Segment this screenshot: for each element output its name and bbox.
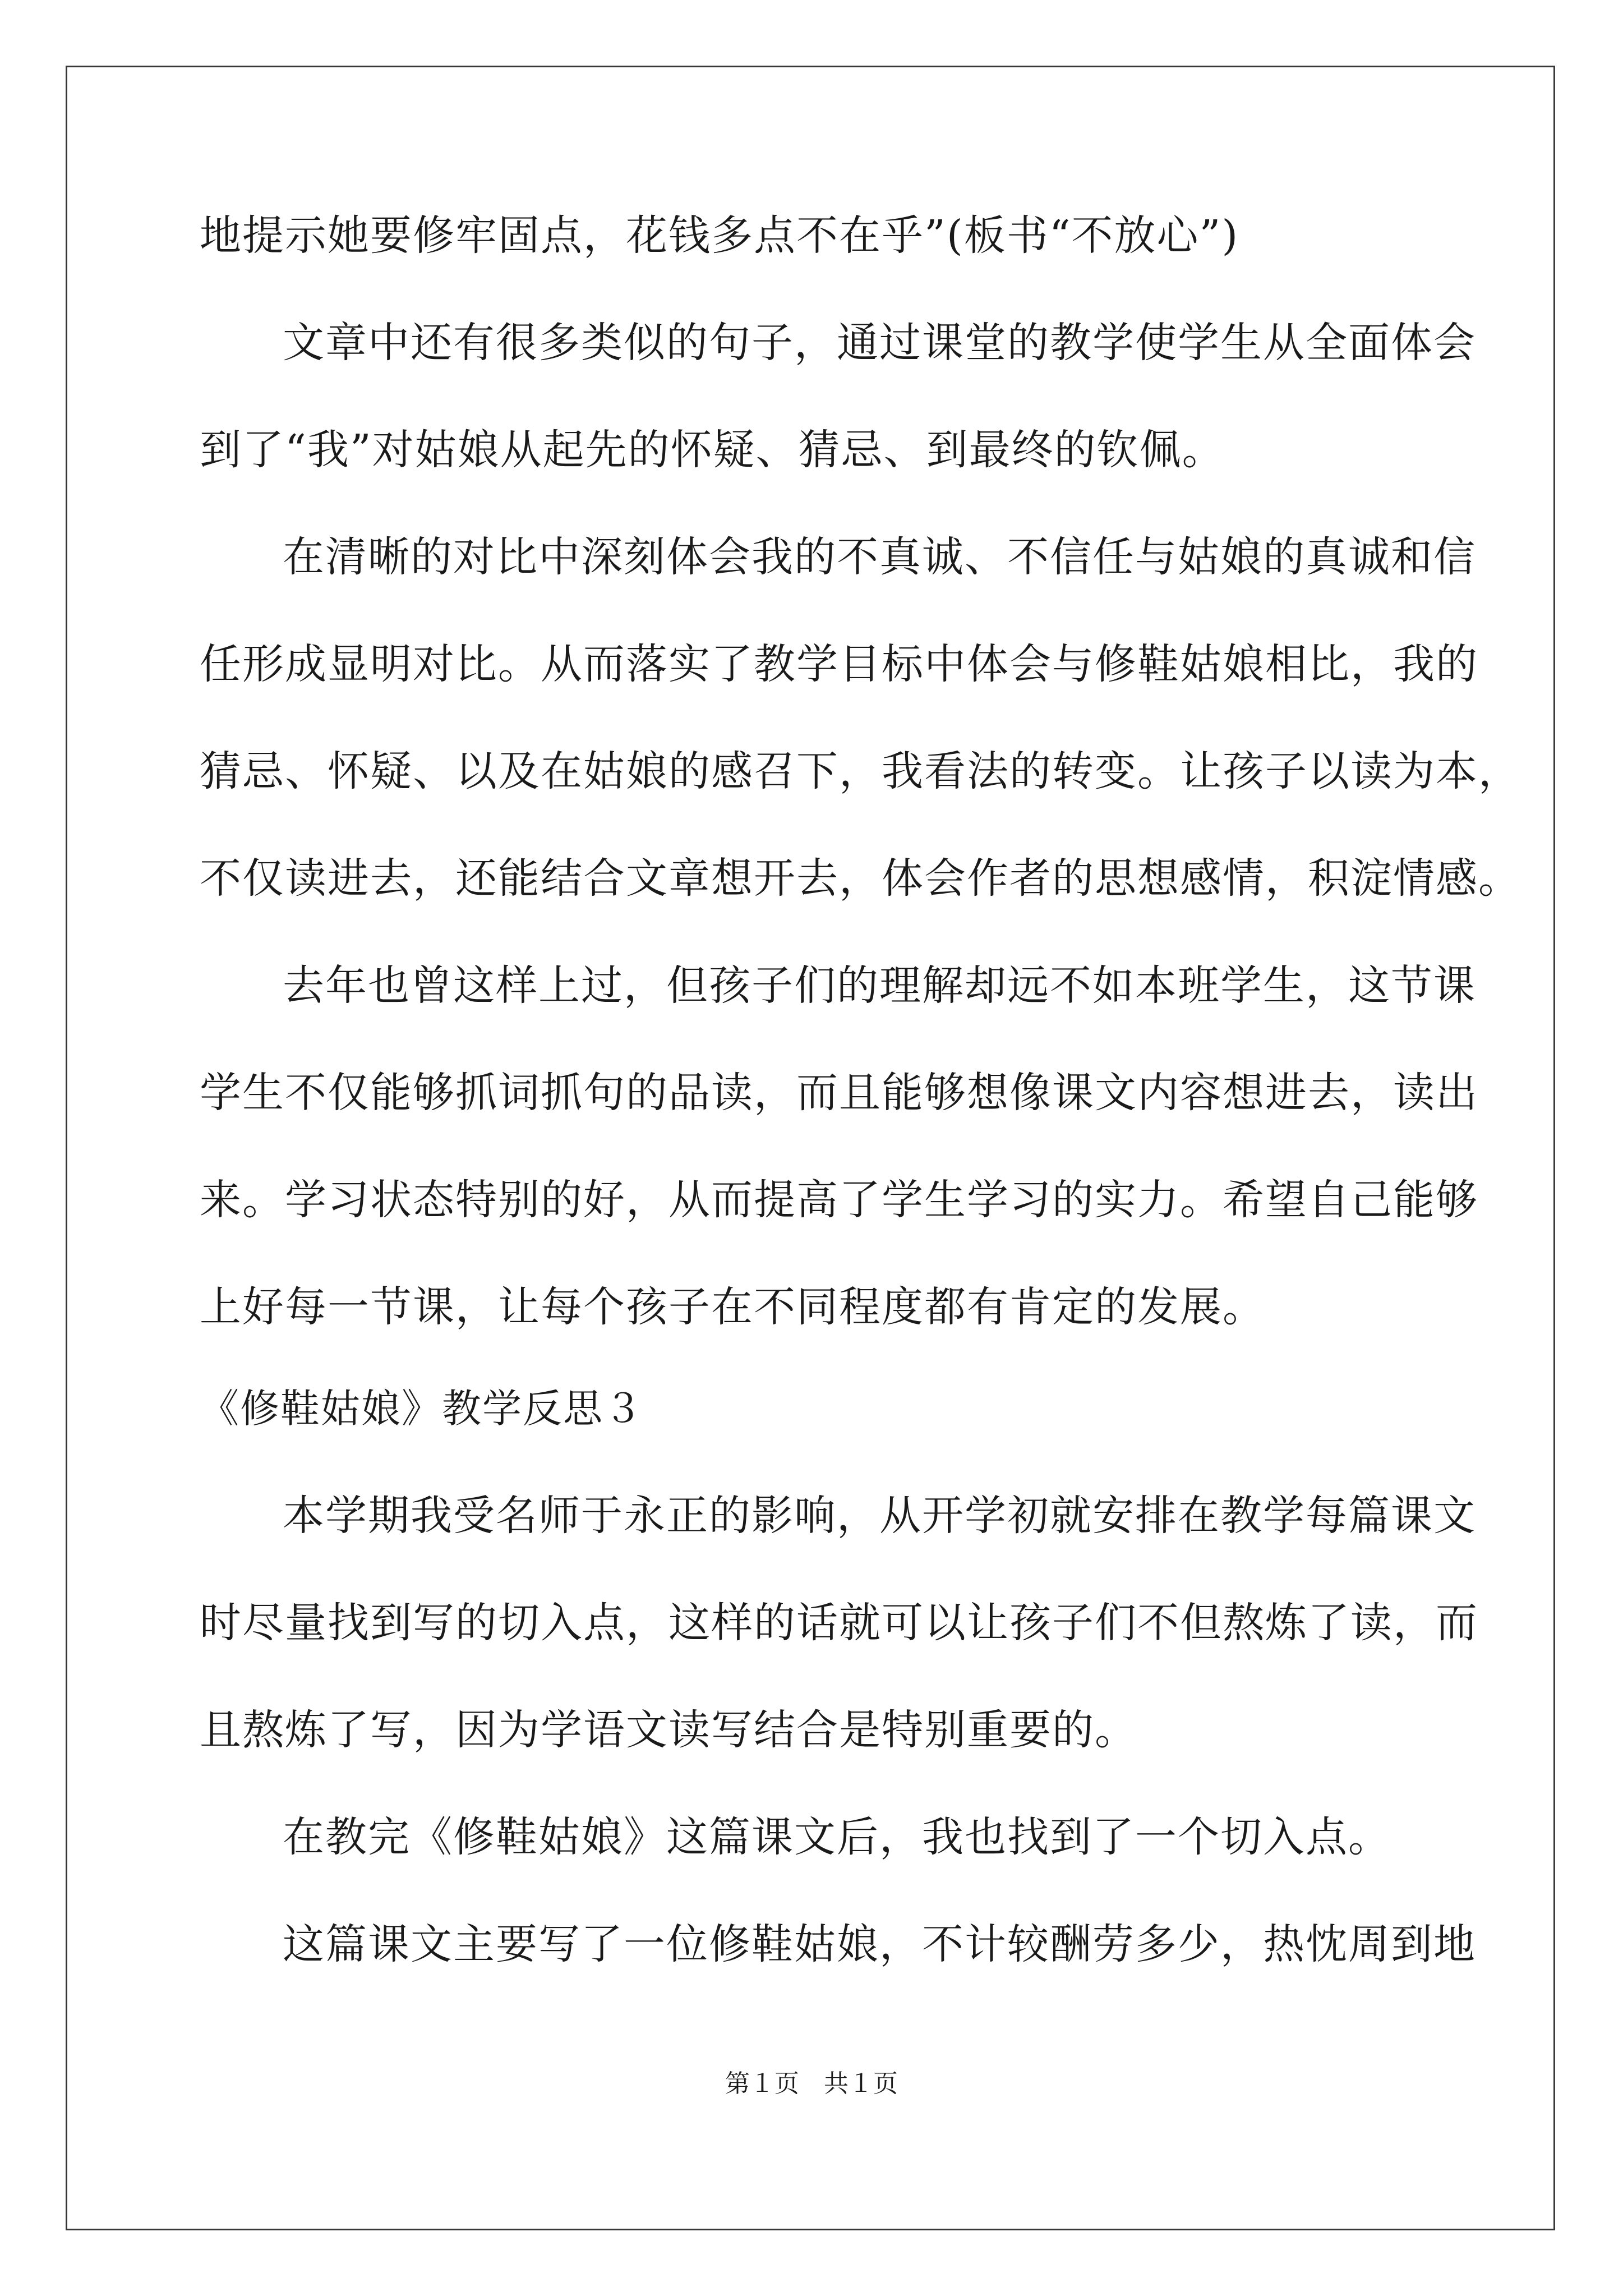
text-line-6: 猜忌、怀疑、以及在姑娘的感召下，我看法的转变。让孩子以读为本， [200,747,1521,795]
text-line-2: 文章中还有很多类似的句子，通过课堂的教学使学生从全面体会 [283,319,1476,367]
text-line-13: 时尽量找到写的切入点，这样的话就可以让孩子们不但熬炼了读，而 [200,1599,1478,1647]
text-line-16: 这篇课文主要写了一位修鞋姑娘，不计较酬劳多少，热忱周到地 [283,1920,1476,1968]
text-line-5: 任形成显明对比。从而落实了教学目标中体会与修鞋姑娘相比，我的 [200,640,1478,688]
text-line-12: 本学期我受名师于永正的影响，从开学初就安排在教学每篇课文 [283,1492,1476,1540]
text-line-4: 在清晰的对比中深刻体会我的不真诚、不信任与姑娘的真诚和信 [283,533,1476,581]
page-border [66,66,1555,2230]
text-line-10: 来。学习状态特别的好，从而提高了学生学习的实力。希望自己能够 [200,1176,1478,1224]
text-line-7: 不仅读进去，还能结合文章想开去，体会作者的思想感情，积淀情感。 [200,854,1521,903]
text-line-1: 地提示她要修牢固点，花钱多点不在乎”(板书“不放心”) [200,211,1239,260]
section-heading: 《修鞋姑娘》教学反思３ [200,1386,644,1432]
text-line-14: 且熬炼了写，因为学语文读写结合是特别重要的。 [200,1706,1137,1754]
text-line-3: 到了“我”对姑娘从起先的怀疑、猜忌、到最终的钦佩。 [200,426,1225,474]
text-line-11: 上好每一节课，让每个孩子在不同程度都有肯定的发展。 [200,1283,1265,1331]
text-line-15: 在教完《修鞋姑娘》这篇课文后，我也找到了一个切入点。 [283,1813,1391,1861]
page-number-footer: 第１页 共１页 [725,2069,898,2098]
text-line-8: 去年也曾这样上过，但孩子们的理解却远不如本班学生，这节课 [283,961,1476,1010]
text-line-9: 学生不仅能够抓词抓句的品读，而且能够想像课文内容想进去，读出 [200,1069,1478,1117]
